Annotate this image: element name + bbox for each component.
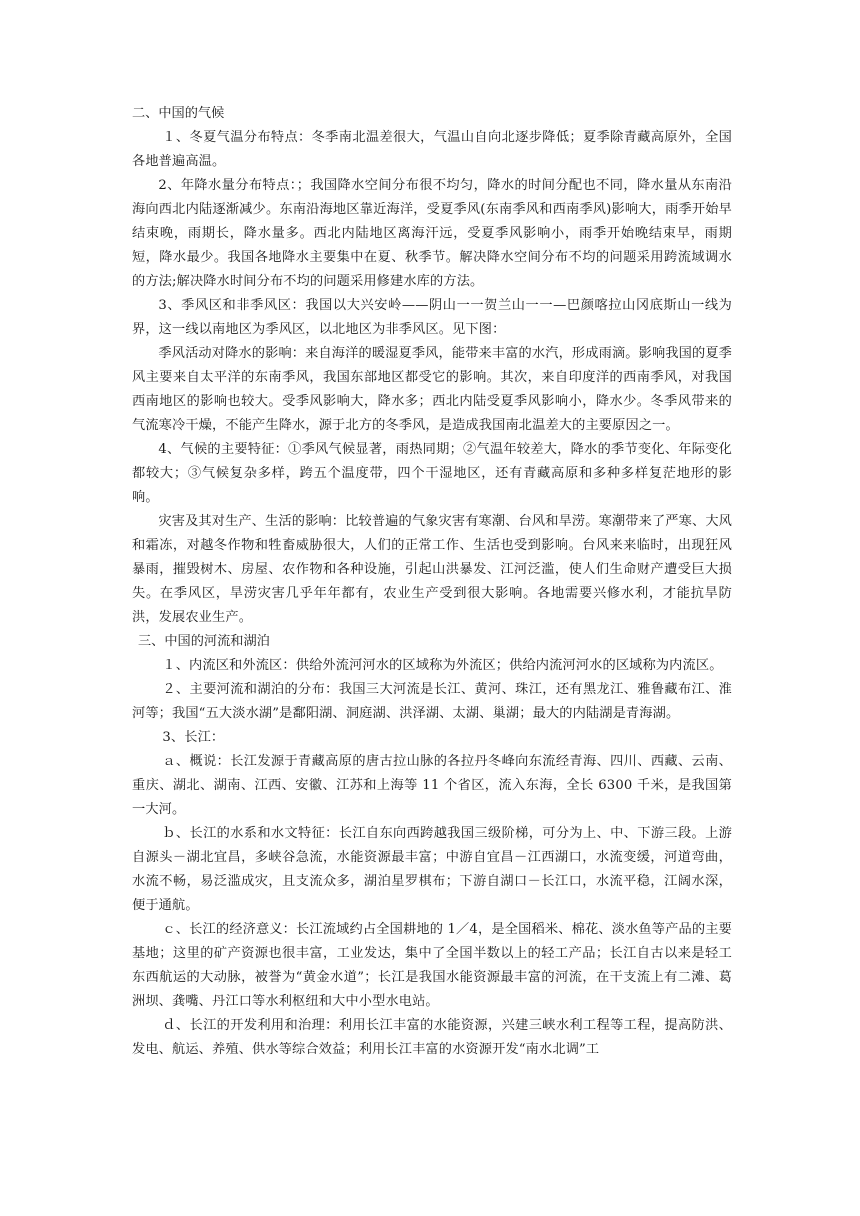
document-body xyxy=(132,102,732,1062)
paragraph-yangtze-hydrology: ｂ、长江的水系和水文特征：长江自东向西跨越我国三级阶梯，可分为上、中、下游三段。上游自源头－湖北宜昌，多峡谷急流，水能资源最丰富；中游自宜昌－江西湖口，水流变缓，河道弯曲，水流不畅，易泛滥成灾，且支流众多，湖泊星罗棋布；下游自湖口－长江口，水流平稳，江阔水深，便于通航。 xyxy=(132,826,732,913)
paragraph-precipitation: 2、年降水量分布特点：；我国降水空间分布很不均匀，降水的时间分配也不同，降水量从东南沿海向西北内陆逐渐减少。东南沿海地区靠近海洋，受夏季风(东南季风和西南季风)影响大，雨季开始早结束晚，雨期长，降水量多。西北内陆地区离海汗远，受夏季风影响小，雨季开始晚结束早，雨期短，降水最少。我国各地降水主要集中在夏、秋季节。解决降水空间分布不均的问题采用跨流域调水的方法;解决降水时间分布不均的问题采用修建水库的方法。 xyxy=(132,178,732,289)
paragraph-yangtze-overview: ａ、概说：长江发源于青藏高原的唐古拉山脉的各拉丹冬峰向东流经青海、四川、西藏、云南、重庆、湖北、湖南、江西、安徽、江苏和上海等 11 个省区，流入东海，全长 6300 千米，是我国第一大河。 xyxy=(132,754,732,817)
paragraph-monsoon-regions: 3、季风区和非季风区：我国以大兴安岭——阴山一一贺兰山一一—巴颜喀拉山冈底斯山一线为界，这一线以南地区为季风区，以北地区为非季风区。见下图： xyxy=(132,298,732,337)
paragraph-yangtze-heading: 3、长江： xyxy=(162,730,225,745)
paragraph-disasters: 灾害及其对生产、生活的影响：比较普遍的气象灾害有寒潮、台风和旱涝。寒潮带来了严寒、大风和霜冻，对越冬作物和牲畜威胁很大，人们的正常工作、生活也受到影响。台风来来临时，出现狂风暴雨，摧毁树木、房屋、农作物和各种设施，引起山洪暴发、江河泛滥，使人们生命财产遭受巨大损失。在季风区，旱涝灾害几乎年年都有，农业生产受到很大影响。各地需要兴修水利，才能抗旱防洪，发展农业生产。 xyxy=(132,514,732,625)
paragraph-monsoon-effect: 季风活动对降水的影响：来自海洋的暖湿夏季风，能带来丰富的水汽，形成雨滴。影响我国的夏季风主要来自太平洋的东南季风，我国东部地区都受它的影响。其次，来自印度洋的西南季风，对我国西南地区的影响也较大。受季风影响大，降水多；西北内陆受夏季风影响小，降水少。冬季风带来的气流寒冷干燥，不能产生降水，源于北方的冬季风，是造成我国南北温差大的主要原因之一。 xyxy=(132,346,732,433)
paragraph-climate-features: 4、气候的主要特征：①季风气候显著，雨热同期；②气温年较差大，降水的季节变化、年际变化都较大；③气候复杂多样，跨五个温度带，四个干湿地区，还有青藏高原和多种多样复茫地形的影响。 xyxy=(132,442,732,505)
paragraph-drainage-areas: １、内流区和外流区：供给外流河河水的区域称为外流区；供给内流河河水的区域称为内流区。 xyxy=(162,658,723,673)
paragraph-rivers-lakes: ２、主要河流和湖泊的分布：我国三大河流是长江、黄河、珠江，还有黑龙江、雅鲁藏布江、淮河等；我国“五大淡水湖”是鄱阳湖、洞庭湖、洪泽湖、太湖、巢湖；最大的内陆湖是青海湖。 xyxy=(132,682,732,721)
paragraph-yangtze-development: ｄ、长江的开发利用和治理：利用长江丰富的水能资源，兴建三峡水利工程等工程，提高防洪、发电、航运、养殖、供水等综合效益；利用长江丰富的水资源开发“南水北调”工 xyxy=(132,1018,732,1057)
section-heading-rivers: 三、中国的河流和湖泊 xyxy=(138,634,270,649)
section-heading-climate: 二、中国的气候 xyxy=(132,106,225,121)
paragraph-yangtze-economy: ｃ、长江的经济意义：长江流域约占全国耕地的 1／4，是全国稻米、棉花、淡水鱼等产品的主要基地；这里的矿产资源也很丰富，工业发达，集中了全国半数以上的轻工产品；长江自古以来是轻工东西航运的大动脉，被誉为“黄金水道”；长江是我国水能资源最丰富的河流，在干支流上有二滩、葛洲坝、龚嘴、丹江口等水利枢纽和大中小型水电站。 xyxy=(132,922,732,1009)
paragraph-temperature: １、冬夏气温分布特点：冬季南北温差很大，气温山自向北逐步降低；夏季除青藏高原外，全国各地普遍高温。 xyxy=(132,130,732,169)
